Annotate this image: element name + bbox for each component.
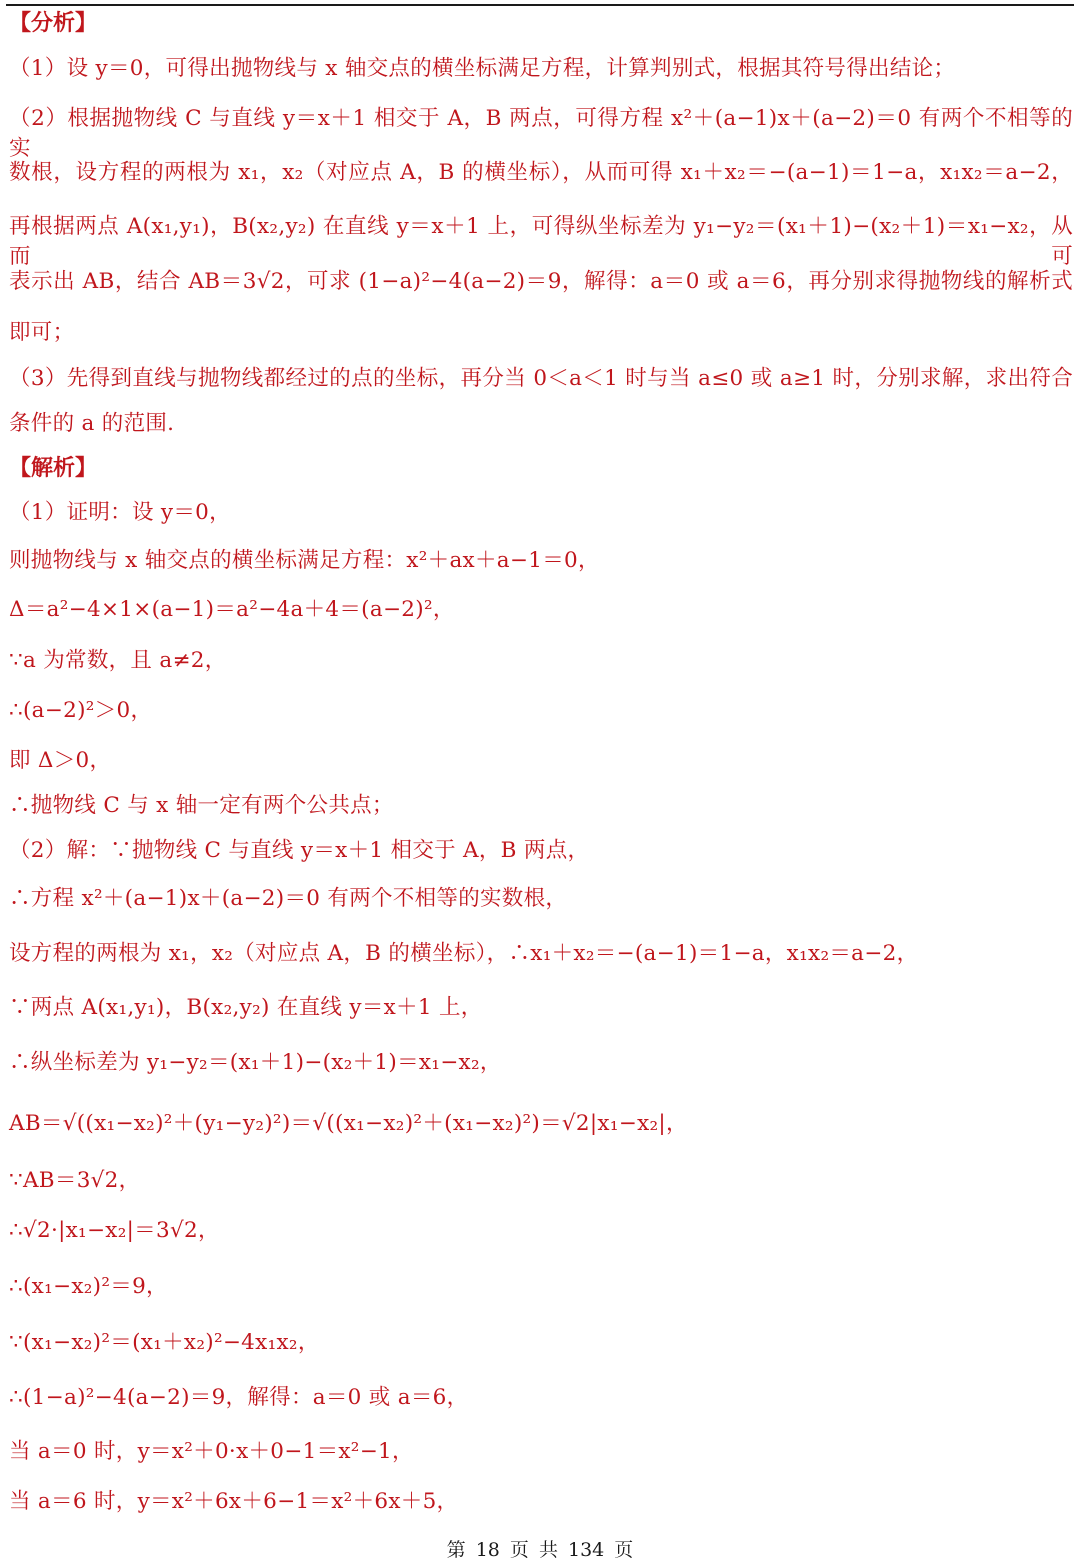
solution-line-8: （2）解：∵抛物线 C 与直线 y＝x＋1 相交于 A，B 两点， xyxy=(9,838,590,863)
analysis-line-5: 表示出 AB，结合 AB＝3√2，可求 (1−a)²−4(a−2)＝9，解得：a＝0 或 a＝6，再分别求得抛物线的解析式 xyxy=(9,269,1073,294)
analysis-line-7: （3）先得到直线与抛物线都经过的点的坐标，再分当 0＜a＜1 时与当 a≤0 或 a≥1 时，分别求解，求出符合 xyxy=(9,366,1073,391)
analysis-line-1: （1）设 y＝0，可得出抛物线与 x 轴交点的横坐标满足方程，计算判别式，根据其符号得出结论； xyxy=(9,56,956,81)
solution-line-9: ∴方程 x²＋(a−1)x＋(a−2)＝0 有两个不相等的实数根， xyxy=(9,886,568,911)
solution-line-11: ∵两点 A(x₁,y₁)，B(x₂,y₂) 在直线 y＝x＋1 上， xyxy=(9,995,483,1020)
page-number-footer: 第 18 页 共 134 页 xyxy=(446,1539,634,1561)
solution-line-17: ∵(x₁−x₂)²＝(x₁＋x₂)²−4x₁x₂， xyxy=(9,1330,320,1355)
solution-line-12: ∴纵坐标差为 y₁−y₂＝(x₁＋1)−(x₂＋1)＝x₁−x₂， xyxy=(9,1050,502,1075)
solution-line-14: ∵AB＝3√2， xyxy=(9,1168,141,1193)
analysis-line-4: 再根据两点 A(x₁,y₁)，B(x₂,y₂) 在直线 y＝x＋1 上，可得纵坐标差为 y₁−y₂＝(x₁＋1)−(x₂＋1)＝x₁−x₂，从而可 xyxy=(9,214,1073,269)
solution-line-6: 即 Δ＞0， xyxy=(9,748,112,773)
solution-line-3: Δ＝a²−4×1×(a−1)＝a²−4a＋4＝(a−2)²， xyxy=(9,597,455,622)
solution-line-1: （1）证明：设 y＝0， xyxy=(9,500,231,525)
solution-header: 【解析】 xyxy=(9,455,98,481)
analysis-header: 【分析】 xyxy=(9,10,98,36)
analysis-line-8: 条件的 a 的范围. xyxy=(9,411,175,436)
solution-line-15: ∴√2·|x₁−x₂|＝3√2， xyxy=(9,1218,220,1243)
solution-line-10: 设方程的两根为 x₁，x₂（对应点 A，B 的横坐标），∴x₁＋x₂＝−(a−1)＝1−a，x₁x₂＝a−2， xyxy=(9,941,919,966)
analysis-line-2: （2）根据抛物线 C 与直线 y＝x＋1 相交于 A，B 两点，可得方程 x²＋(a−1)x＋(a−2)＝0 有两个不相等的实 xyxy=(9,106,1073,161)
solution-line-5: ∴(a−2)²＞0， xyxy=(9,698,153,723)
solution-line-19: 当 a＝0 时，y＝x²＋0·x＋0−1＝x²−1， xyxy=(9,1439,414,1464)
analysis-line-6: 即可； xyxy=(9,320,75,345)
solution-line-13: AB＝√((x₁−x₂)²＋(y₁−y₂)²)＝√((x₁−x₂)²＋(x₁−x₂)²)＝√2|x₁−x₂|， xyxy=(9,1111,688,1136)
analysis-line-3: 数根，设方程的两根为 x₁，x₂（对应点 A，B 的横坐标），从而可得 x₁＋x₂＝−(a−1)＝1−a，x₁x₂＝a−2， xyxy=(9,160,1073,185)
top-rule xyxy=(6,4,1074,6)
solution-line-20: 当 a＝6 时，y＝x²＋6x＋6−1＝x²＋6x＋5， xyxy=(9,1489,459,1514)
solution-line-16: ∴(x₁−x₂)²＝9， xyxy=(9,1274,168,1299)
solution-line-18: ∴(1−a)²−4(a−2)＝9，解得：a＝0 或 a＝6， xyxy=(9,1385,469,1410)
solution-line-7: ∴抛物线 C 与 x 轴一定有两个公共点； xyxy=(9,793,394,818)
solution-line-4: ∵a 为常数，且 a≠2， xyxy=(9,648,227,673)
solution-line-2: 则抛物线与 x 轴交点的横坐标满足方程：x²＋ax＋a−1＝0， xyxy=(9,548,600,573)
